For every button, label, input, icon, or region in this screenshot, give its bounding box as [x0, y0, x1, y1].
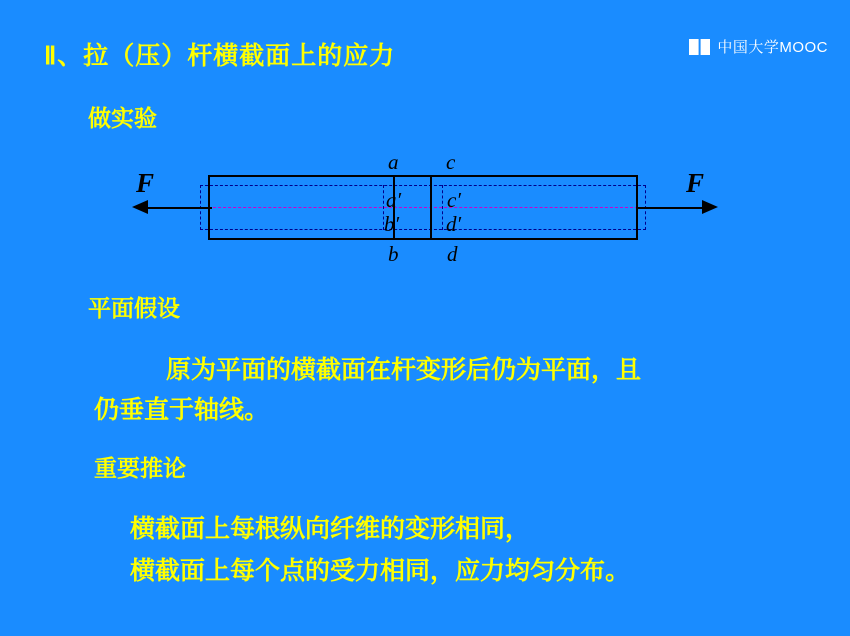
key-inference-line-2: 横截面上每个点的受力相同，应力均匀分布。 [130, 557, 631, 585]
key-inference-body [130, 508, 630, 592]
point-label-b: b [388, 242, 399, 266]
page-title: Ⅱ、拉（压）杆横截面上的应力 [44, 42, 396, 70]
point-label-c: c [446, 150, 456, 174]
deformed-section-line-cd [442, 185, 443, 230]
force-label-left: F [136, 168, 155, 198]
cross-section-line-cd [430, 175, 432, 240]
section-label-key-inference: 重要推论 [94, 455, 186, 481]
bar-axis-line [208, 207, 638, 208]
point-label-b-prime: b′ [384, 212, 400, 236]
section-label-do-experiment: 做实验 [88, 105, 157, 131]
point-label-d-prime: d′ [446, 212, 462, 236]
section-label-plane-hypothesis: 平面假设 [88, 295, 180, 321]
arrow-head [132, 200, 148, 214]
key-inference-line-1: 横截面上每根纵向纤维的变形相同， [130, 515, 531, 543]
point-label-a: a [388, 150, 399, 174]
point-label-d: d [447, 242, 458, 266]
arrow-head [702, 200, 718, 214]
point-label-c-prime: c′ [447, 188, 461, 212]
book-icon [689, 38, 711, 56]
plane-hypothesis-body [94, 350, 641, 430]
force-label-right: F [686, 168, 705, 198]
plane-hypothesis-line-2: 仍垂直于轴线。 [94, 396, 270, 424]
arrow-shaft [142, 207, 212, 209]
plane-hypothesis-line-1: 原为平面的横截面在杆变形后仍为平面，且 [166, 356, 642, 384]
arrow-shaft [636, 207, 706, 209]
mooc-logo [689, 36, 828, 57]
mooc-logo-text: 中国大学MOOC [717, 39, 828, 56]
bar-stress-figure [130, 150, 720, 275]
point-label-a-prime: a′ [386, 188, 402, 212]
